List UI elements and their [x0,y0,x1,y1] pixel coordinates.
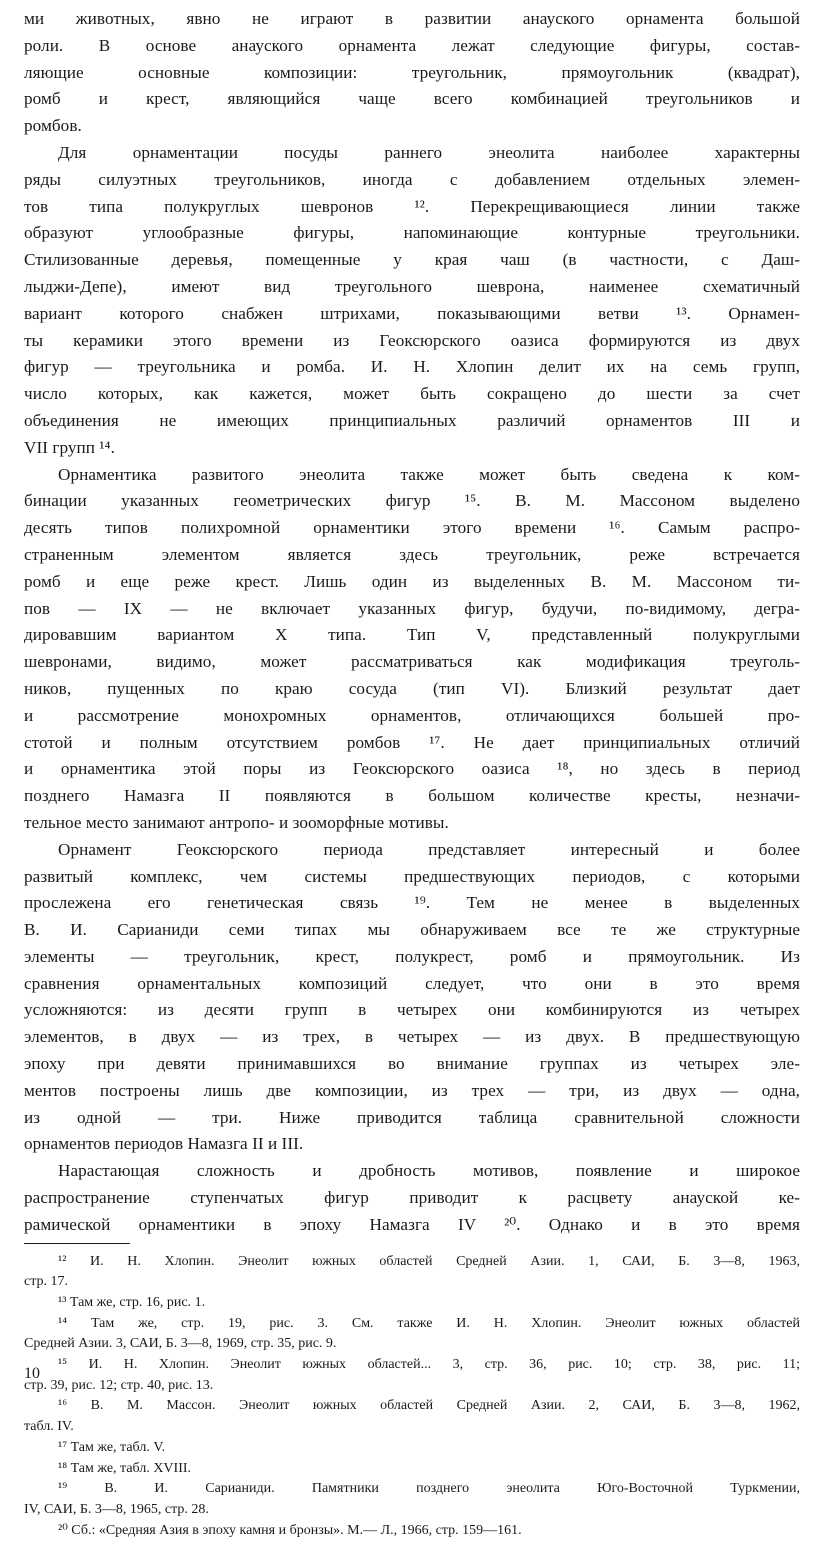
text-line: элементов, в двух — из трех, в четырех — из двух. В предшествующую [24,1027,800,1047]
text-line: лыджи-Депе), имеют вид треугольного шеврона, наименее схематичный [24,276,800,296]
footnote-12-cont: стр. 17. [24,1274,69,1290]
text-line: ми животных, явно не играют в развитии анауского орнамента большой [24,9,800,28]
footnote-16: ¹⁶ В. М. Массон. Энеолит южных областей Средней Азии. 2, САИ, Б. 3—8, 1962, [58,1398,800,1414]
text-line: тов типа полукруглых шевронов ¹². Перекрещивающиеся линии также [24,196,800,216]
page-body [24,6,800,1541]
paragraph-2 [24,140,800,462]
footnote-20: ²⁰ Сб.: «Средняя Азия в эпоху камня и бронзы». М.— Л., 1966, стр. 159—161. [58,1522,522,1538]
text-line: и орнаментика этой поры из Геоксюрского оазиса ¹⁸, но здесь в период [24,759,800,779]
text-line: объединения не имеющих принципиальных различий орнаментов III и [24,410,800,430]
footnote-15-cont: стр. 39, рис. 12; стр. 40, рис. 13. [24,1377,214,1393]
footnote-13: ¹³ Там же, стр. 16, рис. 1. [58,1295,206,1311]
text-line: сравнения орнаментальных композиций следует, что они в это время [24,973,800,993]
footnote-15: ¹⁵ И. Н. Хлопин. Энеолит южных областей... 3, стр. 36, рис. 10; стр. 38, рис. 11; [58,1357,800,1373]
text-line: эпоху при девяти принимавшихся во внимание группах из четырех эле- [24,1054,800,1074]
text-line: страненным элементом является здесь треугольник, реже встречается [24,544,800,564]
footnotes [24,1252,800,1541]
text-line: ников, пущенных по краю сосуда (тип VI). Близкий результат дает [24,678,800,698]
text-line: и рассмотрение монохромных орнаментов, отличающихся большей про- [24,705,800,725]
text-line: роли. В основе анауского орнамента лежат следующие фигуры, состав- [24,35,800,55]
text-line: распространение ступенчатых фигур приводит к расцвету анауской ке- [24,1188,800,1208]
paragraph-1 [24,6,800,140]
text-line: позднего Намазга II появляются в большом количестве кресты, незначи- [24,786,800,806]
text-line: ляющие основные композиции: треугольник, прямоугольник (квадрат), [24,62,800,82]
text-line: ментов построены лишь две композиции, из трех — три, из двух — одна, [24,1080,800,1100]
text-line: тельное место занимают антропо- и зооморфные мотивы. [24,812,449,832]
text-line: ты керамики этого времени из Геоксюрского оазиса формируются из двух [24,330,800,350]
text-line: элементы — треугольник, крест, полукрест, ромб и прямоугольник. Из [24,946,800,966]
text-line: ряды силуэтных треугольников, иногда с добавлением отдельных элемен- [24,169,800,189]
text-line: вариант которого снабжен штрихами, показывающими ветви ¹³. Орнамен- [24,303,800,323]
text-line: бинации указанных геометрических фигур ¹⁵. В. М. Массоном выделено [24,491,800,511]
footnote-rule [24,1243,130,1244]
paragraph-5 [24,1158,800,1238]
text-line: Нарастающая сложность и дробность мотивов, появление и широкое [58,1161,800,1181]
text-line: из одной — три. Ниже приводится таблица сравнительной сложности [24,1107,800,1127]
text-line: усложняются: из десяти групп в четырех они комбинируются из четырех [24,1000,800,1020]
footnote-19: ¹⁹ В. И. Сарианиди. Памятники позднего энеолита Юго-Восточной Туркмении, [58,1481,800,1497]
text-line: шевронами, видимо, может рассматриваться как модификация треуголь- [24,652,800,672]
text-line: Стилизованные деревья, помещенные у края чаш (в частности, с Даш- [24,250,800,270]
text-line: ромб и еще реже крест. Лишь один из выделенных В. М. Массоном ти- [24,571,800,591]
footnote-14-cont: Средней Азии. 3, САИ, Б. 3—8, 1969, стр. 35, рис. 9. [24,1336,337,1352]
text-line: ромб и крест, являющийся чаще всего комбинацией треугольников и [24,89,800,109]
text-line: Орнамент Геоксюрского периода представляет интересный и более [58,839,800,859]
text-line: дировавшим вариантом X типа. Тип V, представленный полукруглыми [24,625,800,645]
footnote-17: ¹⁷ Там же, табл. V. [58,1439,166,1455]
text-line: стотой и полным отсутствием ромбов ¹⁷. Не дает принципиальных отличий [24,732,800,752]
paragraph-4 [24,837,800,1159]
text-line: десять типов полихромной орнаментики этого времени ¹⁶. Самым распро- [24,518,800,538]
text-line: орнаментов периодов Намазга II и III. [24,1134,304,1154]
paragraph-3 [24,462,800,837]
text-line: Орнаментика развитого энеолита также может быть сведена к ком- [58,464,800,484]
text-line: Для орнаментации посуды раннего энеолита наиболее характерны [58,142,800,162]
text-line: пов — IX — не включает указанных фигур, будучи, по-видимому, дегра- [24,598,800,618]
text-line: В. И. Сарианиди семи типах мы обнаруживаем все те же структурные [24,920,800,940]
text-line: VII групп ¹⁴. [24,437,115,457]
footnote-18: ¹⁸ Там же, табл. XVIII. [58,1460,192,1476]
footnote-12: ¹² И. Н. Хлопин. Энеолит южных областей Средней Азии. 1, САИ, Б. 3—8, 1963, [58,1253,800,1269]
text-line: ромбов. [24,116,82,136]
footnote-16-cont: табл. IV. [24,1419,74,1435]
page-number: 10 [24,1365,40,1382]
footnote-19-cont: IV, САИ, Б. 3—8, 1965, стр. 28. [24,1501,209,1517]
text-line: развитый комплекс, чем системы предшествующих периодов, с которыми [24,866,800,886]
text-line: прослежена его генетическая связь ¹⁹. Тем не менее в выделенных [24,893,800,913]
text-line: число которых, как кажется, может быть сокращено до шести за счет [24,384,800,404]
text-line: образуют углообразные фигуры, напоминающие контурные треугольники. [24,223,800,243]
text-line: рамической орнаментики в эпоху Намазга IV ²⁰. Однако и в это время [24,1214,800,1234]
text-line: фигур — треугольника и ромба. И. Н. Хлопин делит их на семь групп, [24,357,800,377]
footnote-14: ¹⁴ Там же, стр. 19, рис. 3. См. также И. Н. Хлопин. Энеолит южных областей [58,1315,800,1331]
